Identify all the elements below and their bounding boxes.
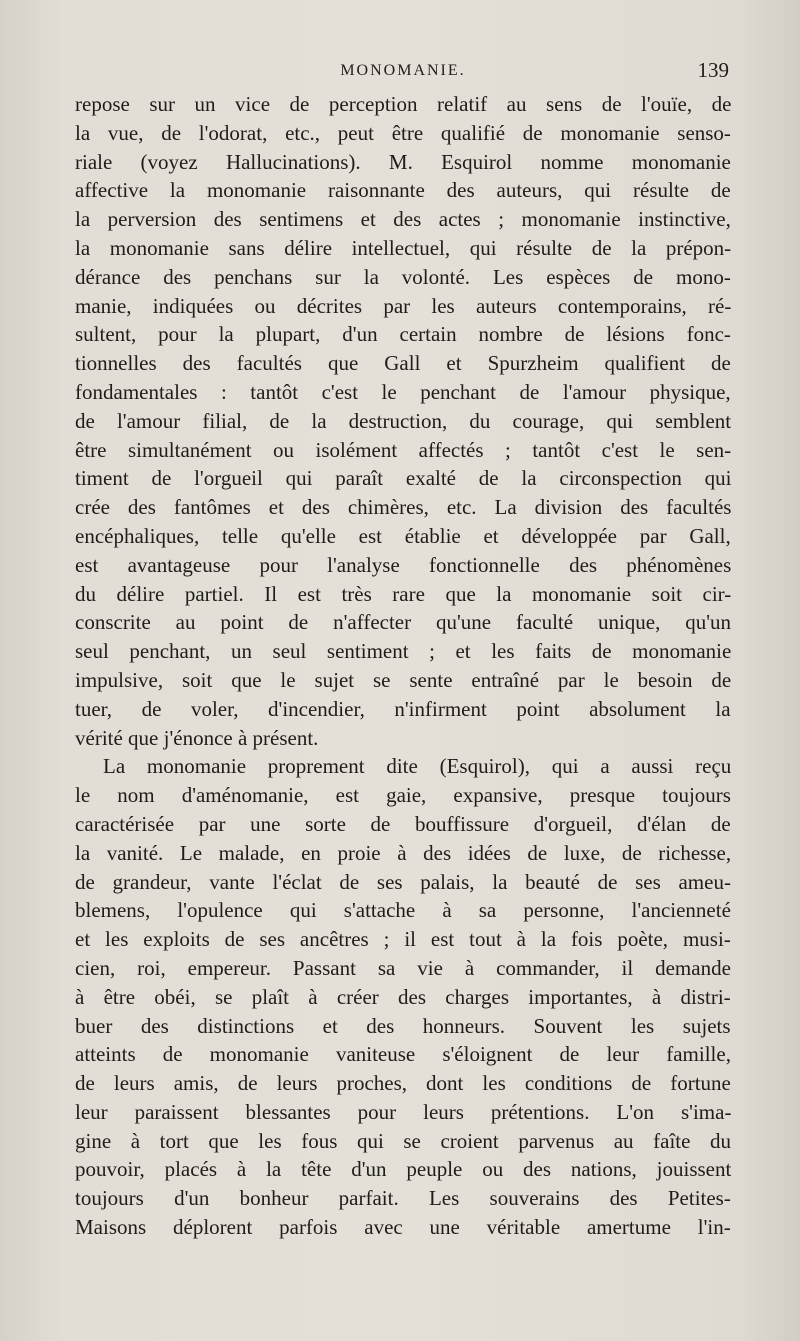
text-line: du délire partiel. Il est très rare que la monomanie soit cir-: [75, 581, 732, 606]
text-line: de grandeur, vante l'éclat de ses palais, la beauté de ses ameu-: [75, 869, 731, 894]
text-line: caractérisée par une sorte de bouffissure d'orgueil, d'élan de: [75, 811, 731, 836]
text-line: atteints de monomanie vaniteuse s'éloignent de leur famille,: [75, 1042, 731, 1067]
text-line: fondamentales : tantôt c'est le penchant de l'amour physique,: [75, 379, 731, 404]
text-line: être simultanément ou isolément affectés ; tantôt c'est le sen-: [75, 437, 732, 462]
text-line: la vue, de l'odorat, etc., peut être qualifié de monomanie senso-: [75, 120, 731, 145]
text-line: et les exploits de ses ancêtres ; il est tout à la fois poète, musi-: [75, 927, 731, 952]
text-line: est avantageuse pour l'analyse fonctionnelle des phénomènes: [75, 552, 732, 577]
text-line: conscrite au point de n'affecter qu'une faculté unique, qu'un: [75, 610, 732, 635]
text-line: sultent, pour la plupart, d'un certain nombre de lésions fonc-: [75, 322, 731, 347]
text-line: La monomanie proprement dite (Esquirol), qui a aussi reçu: [103, 754, 732, 779]
text-line: de leurs amis, de leurs proches, dont les conditions de fortune: [75, 1071, 731, 1096]
text-line: pouvoir, placés à la tête d'un peuple ou des nations, jouissent: [75, 1157, 732, 1182]
text-line: la vanité. Le malade, en proie à des idées de luxe, de richesse,: [75, 840, 732, 865]
text-line: riale (voyez Hallucinations). M. Esquirol nomme monomanie: [75, 149, 731, 174]
text-line: timent de l'orgueil qui paraît exalté de la circonspection qui: [75, 466, 732, 491]
text-line: la monomanie sans délire intellectuel, qui résulte de la prépon-: [75, 235, 732, 260]
text-line: repose sur un vice de perception relatif au sens de l'ouïe, de: [75, 92, 732, 116]
text-line: buer des distinctions et des honneurs. Souvent les sujets: [75, 1013, 731, 1038]
text-line: vérité que j'énonce à présent.: [75, 725, 319, 750]
text-line: à être obéi, se plaît à créer des charges importantes, à distri-: [75, 984, 731, 1009]
running-title: MONOMANIE.: [340, 62, 466, 79]
page-number: 139: [697, 58, 729, 82]
text-line: cien, roi, empereur. Passant sa vie à commander, il demande: [75, 955, 731, 980]
text-line: crée des fantômes et des chimères, etc. La division des facultés: [75, 495, 732, 520]
text-line: Maisons déplorent parfois avec une véritable amertume l'in-: [75, 1215, 731, 1240]
text-line: la perversion des sentimens et des actes ; monomanie instinctive,: [75, 207, 731, 232]
text-line: dérance des penchans sur la volonté. Les espèces de mono-: [75, 264, 731, 289]
text-line: gine à tort que les fous qui se croient parvenus au faîte du: [75, 1128, 732, 1153]
body-text: [75, 90, 731, 1242]
text-line: impulsive, soit que le sujet se sente entraîné par le besoin de: [75, 667, 732, 692]
running-head: [75, 58, 731, 88]
text-line: de l'amour filial, de la destruction, du courage, qui semblent: [75, 408, 732, 433]
text-line: tionnelles des facultés que Gall et Spurzheim qualifient de: [75, 351, 731, 376]
text-line: leur paraissent blessantes pour leurs prétentions. L'on s'ima-: [75, 1099, 732, 1124]
text-line: seul penchant, un seul sentiment ; et les faits de monomanie: [75, 639, 732, 664]
text-line: tuer, de voler, d'incendier, n'infirment point absolument la: [75, 696, 731, 721]
text-line: le nom d'aménomanie, est gaie, expansive, presque toujours: [75, 783, 731, 808]
text-line: affective la monomanie raisonnante des auteurs, qui résulte de: [75, 178, 731, 203]
text-line: encéphaliques, telle qu'elle est établie et développée par Gall,: [75, 523, 731, 548]
text-line: manie, indiquées ou décrites par les auteurs contemporains, ré-: [75, 293, 732, 318]
text-line: toujours d'un bonheur parfait. Les souverains des Petites-: [75, 1186, 731, 1211]
text-line: blemens, l'opulence qui s'attache à sa personne, l'ancienneté: [75, 898, 731, 923]
